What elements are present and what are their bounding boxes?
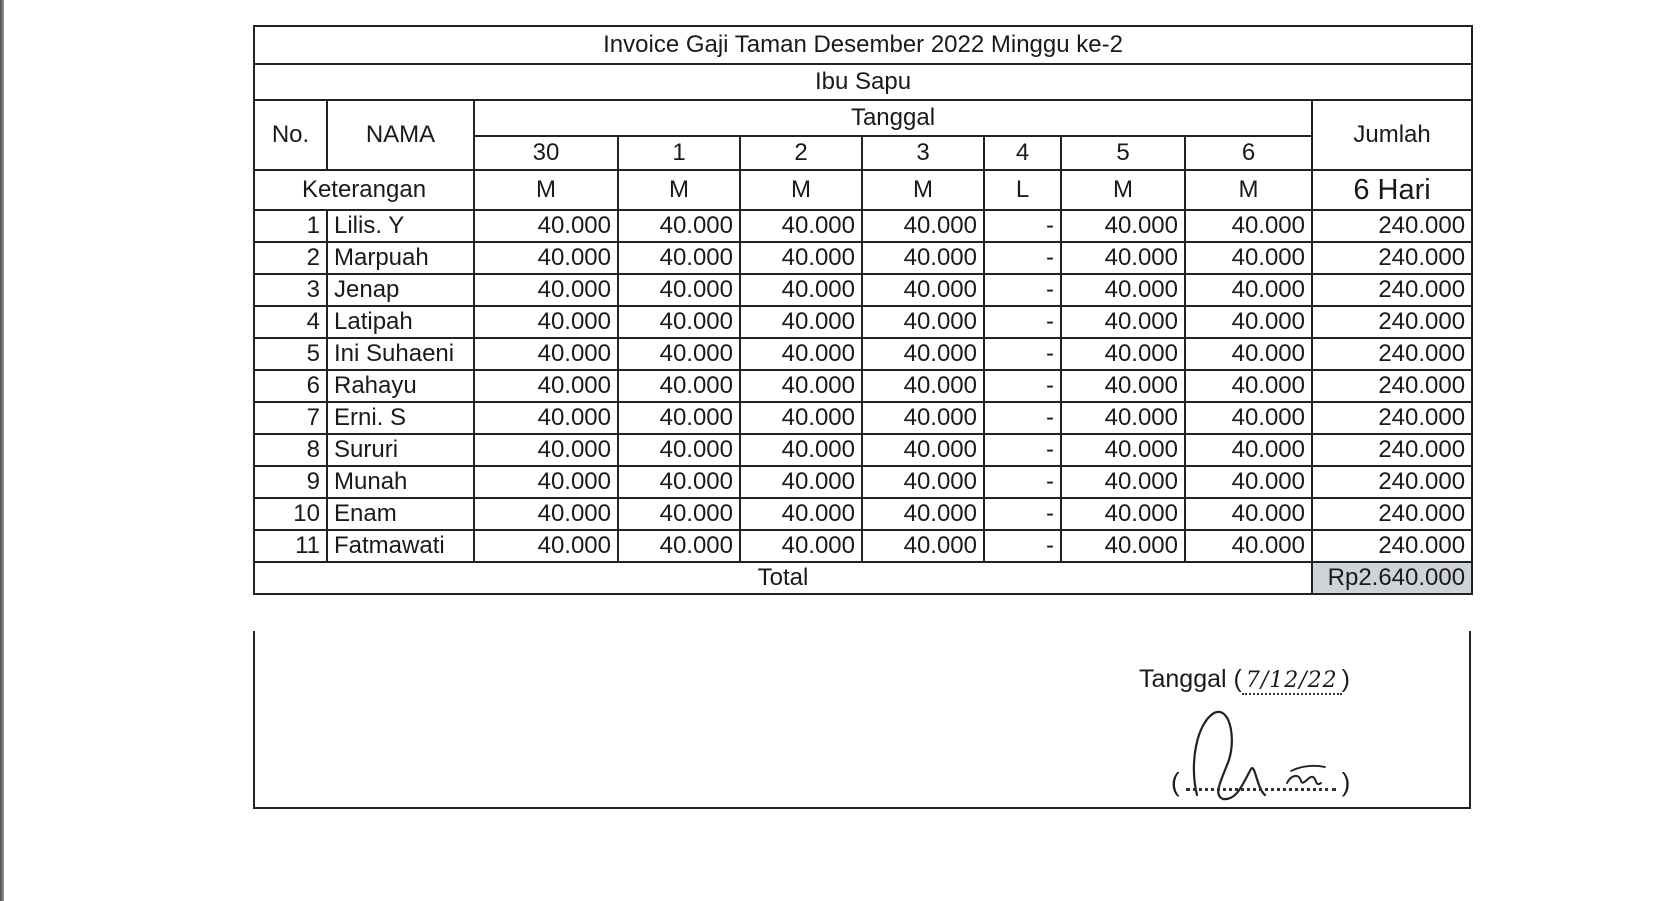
row-value: 40.000 <box>618 370 740 402</box>
date-close: ) <box>1341 665 1350 693</box>
row-value: 40.000 <box>1061 498 1185 530</box>
row-value: 40.000 <box>740 370 862 402</box>
row-value: 40.000 <box>474 274 618 306</box>
table-row <box>254 530 1472 562</box>
row-value: 40.000 <box>618 274 740 306</box>
date-header-3: 3 <box>862 136 984 170</box>
row-value: 40.000 <box>474 498 618 530</box>
row-value: 40.000 <box>474 210 618 242</box>
row-value: 40.000 <box>474 370 618 402</box>
date-header-0: 30 <box>474 136 618 170</box>
row-value: - <box>984 242 1061 274</box>
keterangan-code-5: M <box>1061 170 1185 210</box>
row-value: 40.000 <box>740 466 862 498</box>
row-value: 40.000 <box>740 210 862 242</box>
row-total: 240.000 <box>1312 434 1472 466</box>
row-total: 240.000 <box>1312 338 1472 370</box>
scan-edge <box>0 0 4 901</box>
header-nama: NAMA <box>327 100 474 170</box>
row-name: Ini Suhaeni <box>327 338 474 370</box>
table-row <box>254 434 1472 466</box>
row-value: 40.000 <box>1061 242 1185 274</box>
row-value: - <box>984 434 1061 466</box>
row-value: 40.000 <box>862 274 984 306</box>
keterangan-code-4: L <box>984 170 1061 210</box>
total-row <box>254 562 1472 594</box>
jumlah-hari: 6 Hari <box>1312 170 1472 210</box>
row-value: 40.000 <box>862 370 984 402</box>
row-value: 40.000 <box>740 402 862 434</box>
row-value: - <box>984 498 1061 530</box>
row-value: 40.000 <box>474 466 618 498</box>
table-row <box>254 274 1472 306</box>
date-header-5: 5 <box>1061 136 1185 170</box>
row-value: 40.000 <box>740 242 862 274</box>
table-row <box>254 402 1472 434</box>
invoice-document <box>253 25 1471 797</box>
row-total: 240.000 <box>1312 402 1472 434</box>
row-value: 40.000 <box>1185 498 1312 530</box>
row-value: 40.000 <box>1061 434 1185 466</box>
row-value: 40.000 <box>862 434 984 466</box>
row-name: Enam <box>327 498 474 530</box>
row-total: 240.000 <box>1312 306 1472 338</box>
row-number: 2 <box>254 242 327 274</box>
row-value: 40.000 <box>1185 434 1312 466</box>
row-value: 40.000 <box>618 210 740 242</box>
signature-date <box>1139 665 1350 694</box>
row-value: 40.000 <box>862 402 984 434</box>
invoice-title: Invoice Gaji Taman Desember 2022 Minggu ke-2 <box>254 26 1472 64</box>
row-value: 40.000 <box>618 306 740 338</box>
row-value: 40.000 <box>862 498 984 530</box>
row-number: 8 <box>254 434 327 466</box>
row-value: 40.000 <box>474 530 618 562</box>
row-value: 40.000 <box>862 306 984 338</box>
row-value: 40.000 <box>1185 210 1312 242</box>
row-value: - <box>984 370 1061 402</box>
date-header-2: 2 <box>740 136 862 170</box>
row-value: - <box>984 466 1061 498</box>
row-total: 240.000 <box>1312 274 1472 306</box>
row-value: - <box>984 402 1061 434</box>
keterangan-code-0: M <box>474 170 618 210</box>
date-label: Tanggal ( <box>1139 665 1242 693</box>
row-value: 40.000 <box>618 466 740 498</box>
row-value: 40.000 <box>1061 530 1185 562</box>
row-value: 40.000 <box>862 242 984 274</box>
row-value: 40.000 <box>862 530 984 562</box>
keterangan-label: Keterangan <box>254 170 474 210</box>
row-value: 40.000 <box>862 338 984 370</box>
row-value: 40.000 <box>1061 210 1185 242</box>
row-value: 40.000 <box>1185 274 1312 306</box>
header-jumlah: Jumlah <box>1312 100 1472 170</box>
sign-close: ) <box>1341 767 1351 797</box>
table-row <box>254 498 1472 530</box>
table-row <box>254 210 1472 242</box>
date-header-6: 6 <box>1185 136 1312 170</box>
row-value: 40.000 <box>740 498 862 530</box>
keterangan-code-6: M <box>1185 170 1312 210</box>
row-value: - <box>984 210 1061 242</box>
row-total: 240.000 <box>1312 370 1472 402</box>
row-value: 40.000 <box>474 338 618 370</box>
row-value: 40.000 <box>1185 402 1312 434</box>
row-value: 40.000 <box>740 338 862 370</box>
signature-section <box>253 631 1471 809</box>
keterangan-row <box>254 170 1472 210</box>
row-value: 40.000 <box>740 530 862 562</box>
row-number: 1 <box>254 210 327 242</box>
row-value: 40.000 <box>740 434 862 466</box>
row-total: 240.000 <box>1312 530 1472 562</box>
row-value: - <box>984 306 1061 338</box>
signature-dots <box>1186 772 1336 791</box>
row-number: 9 <box>254 466 327 498</box>
row-value: 40.000 <box>474 306 618 338</box>
header-no: No. <box>254 100 327 170</box>
signature-line <box>1171 767 1350 798</box>
row-number: 3 <box>254 274 327 306</box>
row-value: 40.000 <box>1185 530 1312 562</box>
header-tanggal: Tanggal <box>474 100 1312 136</box>
row-value: 40.000 <box>618 498 740 530</box>
row-value: 40.000 <box>1185 242 1312 274</box>
row-value: 40.000 <box>618 530 740 562</box>
row-name: Latipah <box>327 306 474 338</box>
row-value: 40.000 <box>1061 370 1185 402</box>
row-value: 40.000 <box>1061 402 1185 434</box>
row-value: 40.000 <box>618 402 740 434</box>
row-name: Erni. S <box>327 402 474 434</box>
table-row <box>254 338 1472 370</box>
row-value: 40.000 <box>1061 306 1185 338</box>
handwritten-date: 7/12/22 <box>1242 668 1342 695</box>
table-row <box>254 306 1472 338</box>
keterangan-code-1: M <box>618 170 740 210</box>
row-value: 40.000 <box>1061 466 1185 498</box>
row-number: 10 <box>254 498 327 530</box>
row-value: 40.000 <box>474 402 618 434</box>
row-number: 7 <box>254 402 327 434</box>
row-number: 4 <box>254 306 327 338</box>
row-name: Rahayu <box>327 370 474 402</box>
row-value: 40.000 <box>618 338 740 370</box>
row-value: - <box>984 530 1061 562</box>
row-value: 40.000 <box>1185 338 1312 370</box>
row-total: 240.000 <box>1312 242 1472 274</box>
row-value: 40.000 <box>1185 466 1312 498</box>
row-value: 40.000 <box>474 434 618 466</box>
row-value: 40.000 <box>1185 370 1312 402</box>
row-value: 40.000 <box>474 242 618 274</box>
row-value: 40.000 <box>740 306 862 338</box>
row-name: Marpuah <box>327 242 474 274</box>
row-name: Lilis. Y <box>327 210 474 242</box>
row-value: 40.000 <box>618 242 740 274</box>
date-header-1: 1 <box>618 136 740 170</box>
row-value: 40.000 <box>862 466 984 498</box>
row-number: 5 <box>254 338 327 370</box>
row-value: 40.000 <box>618 434 740 466</box>
invoice-table <box>253 25 1473 595</box>
row-value: 40.000 <box>740 274 862 306</box>
row-value: 40.000 <box>862 210 984 242</box>
invoice-subtitle: Ibu Sapu <box>254 64 1472 100</box>
row-name: Sururi <box>327 434 474 466</box>
row-number: 6 <box>254 370 327 402</box>
row-name: Fatmawati <box>327 530 474 562</box>
row-name: Munah <box>327 466 474 498</box>
keterangan-code-3: M <box>862 170 984 210</box>
row-name: Jenap <box>327 274 474 306</box>
keterangan-code-2: M <box>740 170 862 210</box>
row-total: 240.000 <box>1312 210 1472 242</box>
table-row <box>254 370 1472 402</box>
row-value: 40.000 <box>1061 274 1185 306</box>
total-label: Total <box>254 562 1312 594</box>
row-value: - <box>984 274 1061 306</box>
table-row <box>254 242 1472 274</box>
row-total: 240.000 <box>1312 498 1472 530</box>
row-value: 40.000 <box>1061 338 1185 370</box>
sign-open: ( <box>1171 767 1180 797</box>
table-row <box>254 466 1472 498</box>
row-value: 40.000 <box>1185 306 1312 338</box>
date-header-4: 4 <box>984 136 1061 170</box>
row-number: 11 <box>254 530 327 562</box>
row-value: - <box>984 338 1061 370</box>
grand-total: Rp2.640.000 <box>1312 562 1472 594</box>
row-total: 240.000 <box>1312 466 1472 498</box>
